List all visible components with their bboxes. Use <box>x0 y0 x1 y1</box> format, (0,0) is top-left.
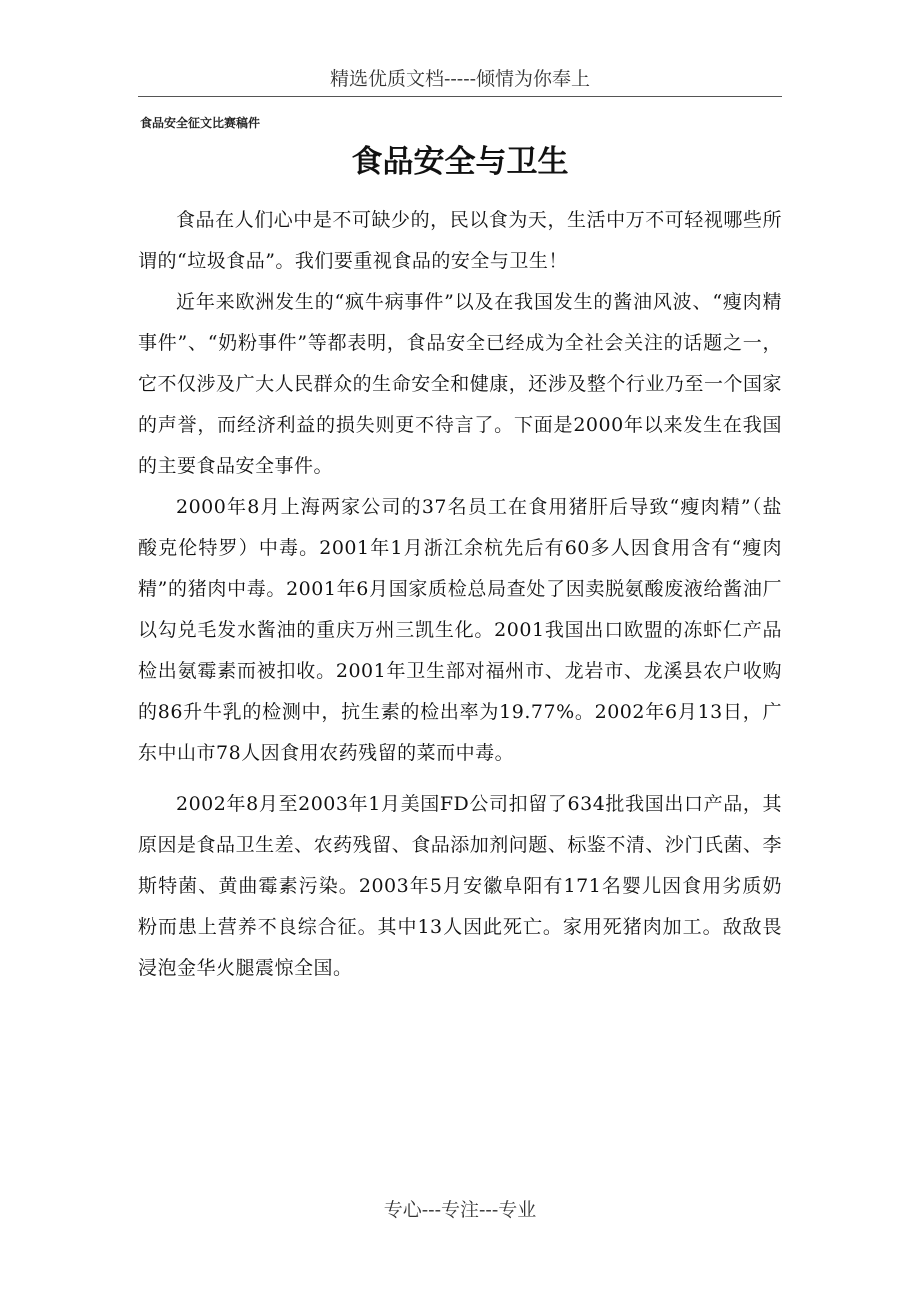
document-body <box>138 200 782 989</box>
document-title: 食品安全与卫生 <box>351 144 569 180</box>
page-footer: 专心---专注---专业 <box>383 1199 537 1221</box>
paragraph-2: 近年来欧洲发生的“疯牛病事件”以及在我国发生的酱油风波、“瘦肉精事件”、“奶粉事件”等都表明，食品安全已经成为全社会关注的话题之一，它不仅涉及广大人民群众的生命安全和健康，还涉及整个行业乃至一个国家的声誉，而经济利益的损失则更不待言了。下面是2000年以来发生在我国的主要食品安全事件。 <box>138 291 782 477</box>
document-label: 食品安全征文比赛稿件 <box>140 116 261 130</box>
page-header: 精选优质文档-----倾情为你奉上 <box>329 68 591 90</box>
paragraph-3: 2000年8月上海两家公司的37名员工在食用猪肝后导致“瘦肉精”（盐酸克伦特罗）中毒。2001年1月浙江余杭先后有60多人因食用含有“瘦肉精”的猪肉中毒。2001年6月国家质检总局查处了因卖脱氨酸废液给酱油厂以勾兑毛发水酱油的重庆万州三凯生化。2001我国出口欧盟的冻虾仁产品检出氨霉素而被扣收。2001年卫生部对福州市、龙岩市、龙溪县农户收购的86升牛乳的检测中，抗生素的检出率为19.77%。2002年6月13日，广东中山市78人因食用农药残留的菜而中毒。 <box>138 496 782 764</box>
header-divider <box>138 96 782 97</box>
paragraph-4: 2002年8月至2003年1月美国FD公司扣留了634批我国出口产品，其原因是食品卫生差、农药残留、食品添加剂问题、标鉴不清、沙门氏菌、李斯特菌、黄曲霉素污染。2003年5月安徽阜阳有171名婴儿因食用劣质奶粉而患上营养不良综合征。其中13人因此死亡。家用死猪肉加工。敌敌畏浸泡金华火腿震惊全国。 <box>138 793 782 979</box>
paragraph-1: 食品在人们心中是不可缺少的，民以食为天，生活中万不可轻视哪些所谓的“垃圾食品”。我们要重视食品的安全与卫生！ <box>138 209 782 272</box>
